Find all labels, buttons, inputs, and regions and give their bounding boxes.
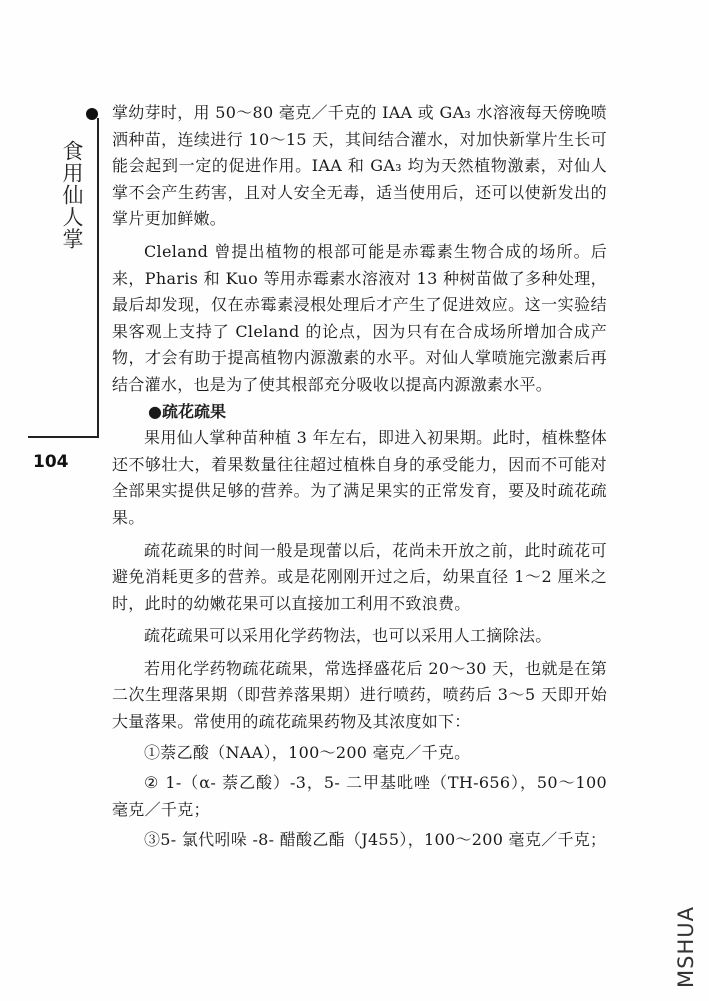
- paragraph-5: 疏花疏果可以采用化学药物法，也可以采用人工摘除法。: [144, 626, 552, 646]
- section-heading: ●疏花疏果: [148, 401, 226, 421]
- paragraph-6: 若用化学药物疏花疏果，常选择盛花后 20～30 天，也就是在第二次生理落果期（即营养落果期）进行喷药，喷药后 3～5 天即开始大量落果。常使用的疏花疏果药物及其浓度如下：: [112, 658, 607, 732]
- margin-horizontal-rule: [28, 436, 99, 438]
- watermark: MSHUA: [674, 906, 698, 988]
- paragraph-3: 果用仙人掌种苗种植 3 年左右，即进入初果期。此时，植株整体还不够壮大，着果数量往往超过植株自身的承受能力，因而不可能对全部果实提供足够的营养。为了满足果实的正常发育，要及时疏花疏果。: [112, 428, 607, 527]
- list-item-2: ② 1-（α- 萘乙酸）-3，5- 二甲基吡唑（TH-656），50～100 毫克／千克；: [112, 773, 607, 819]
- paragraph-4: 疏花疏果的时间一般是现蕾以后，花尚未开放之前，此时疏花可避免消耗更多的营养。或是花刚刚开过之后，幼果直径 1～2 厘米之时，此时的幼嫩花果可以直接加工利用不致浪费。: [112, 540, 607, 613]
- paragraph-2: Cleland 曾提出植物的根部可能是赤霉素生物合成的场所。后来，Pharis 和 Kuo 等用赤霉素水溶液对 13 种树苗做了多种处理，最后却发现，仅在赤霉素浸根处理后才产生了促进效应。这一实验结果客观上支持了 Cleland 的论点，因为只有在合成场所增加合成产物，才会有助于提高植物内源激素的水平。对仙人掌喷施完激素后再结合灌水，也是为了使其根部充分吸收以提高内源激素水平。: [112, 241, 607, 394]
- list-item-3: ③5- 氯代吲哚 -8- 醋酸乙酯（J455），100～200 毫克／千克；: [144, 830, 607, 850]
- paragraph-1: 掌幼芽时，用 50～80 毫克／千克的 IAA 或 GA₃ 水溶液每天傍晚喷洒种苗，连续进行 10～15 天，其间结合灌水，对加快新掌片生长可能会起到一定的促进作用。IAA 和 GA₃ 均为天然植物激素，对仙人掌不会产生药害，且对人安全无毒，适当使用后，还可以使新发出的掌片更加鲜嫩。: [112, 103, 607, 229]
- running-title: 食用仙人掌: [60, 140, 84, 250]
- list-item-1: ①萘乙酸（NAA），100～200 毫克／千克。: [144, 742, 471, 762]
- text-body: [112, 100, 607, 854]
- page-number: 104: [33, 452, 69, 472]
- margin-vertical-rule: [97, 118, 99, 436]
